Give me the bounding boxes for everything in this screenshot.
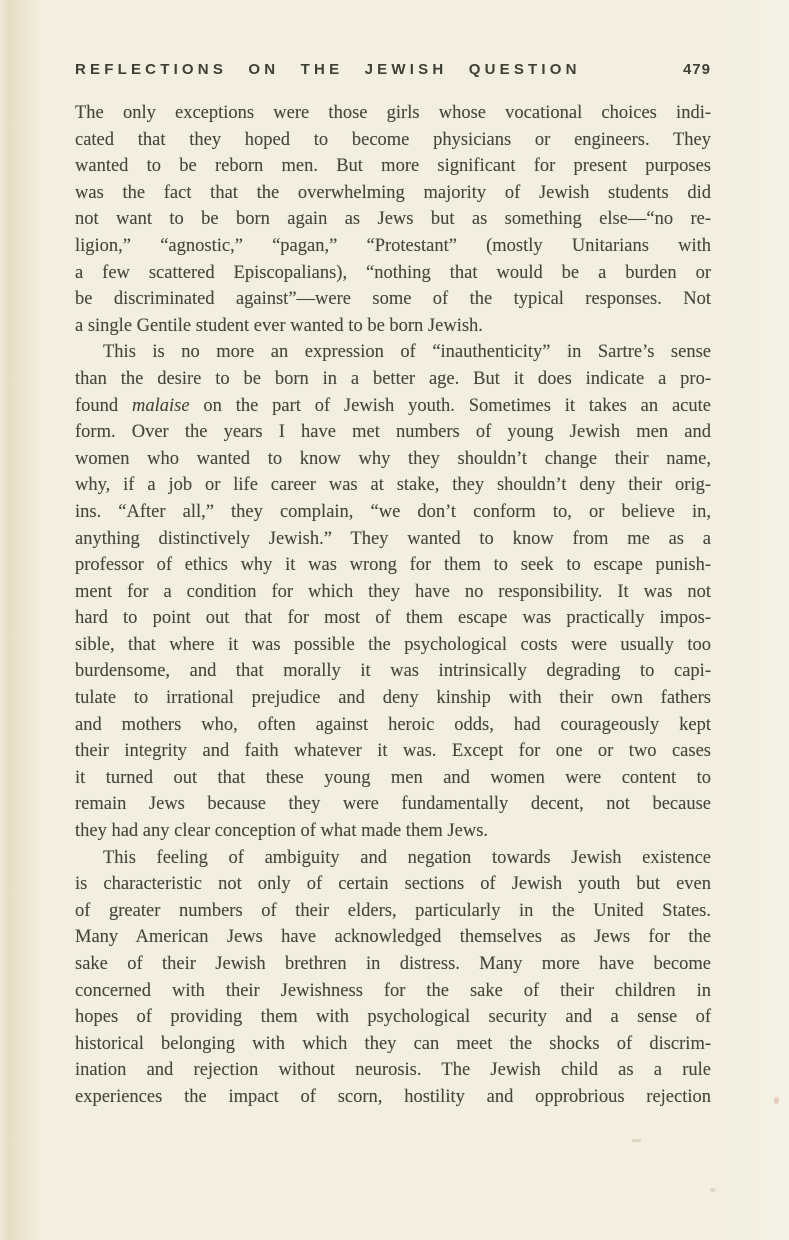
text-line: ligion,” “agnostic,” “pagan,” “Protestant” (mostly Unitarians with xyxy=(75,235,711,256)
text-line: experiences the impact of scorn, hostility and opprobrious rejection xyxy=(75,1086,711,1107)
text-line: women who wanted to know why they shouldn’t change their name, xyxy=(75,448,711,469)
text-line: This is no more an expression of “inauthenticity” in Sartre’s sense xyxy=(103,342,711,363)
text-line: tulate to irrational prejudice and deny kinship with their own fathers xyxy=(75,688,711,709)
text-line: hopes of providing them with psychological security and a sense of xyxy=(75,1007,711,1028)
text-line: ment for a condition for which they have no responsibility. It was not xyxy=(75,581,711,602)
text-line: why, if a job or life career was at stake, they shouldn’t deny their orig- xyxy=(75,475,711,496)
text-line: their integrity and faith whatever it was. Except for one or two cases xyxy=(75,741,711,762)
text-line: sible, that where it was possible the psychological costs were usually too xyxy=(75,634,711,655)
text-line: they had any clear conception of what made them Jews. xyxy=(75,821,489,842)
running-header xyxy=(75,61,711,78)
text-line: a few scattered Episcopalians), “nothing that would be a burden or xyxy=(75,262,711,283)
text-line: burdensome, and that morally it was intrinsically degrading to capi- xyxy=(75,661,711,682)
text-line: not want to be born again as Jews but as something else—“no re- xyxy=(75,209,711,230)
running-header-title: REFLECTIONS ON THE JEWISH QUESTION xyxy=(75,61,581,78)
text-line: ination and rejection without neurosis. The Jewish child as a rule xyxy=(75,1060,711,1081)
text-line: of greater numbers of their elders, particularly in the United States. xyxy=(75,900,711,921)
page-number: 479 xyxy=(682,61,711,78)
text-line: professor of ethics why it was wrong for them to seek to escape punish- xyxy=(75,555,711,576)
text-line: and mothers who, often against heroic odds, had courageously kept xyxy=(75,714,711,735)
scan-speck xyxy=(774,1097,779,1104)
scan-speck xyxy=(632,1139,641,1142)
text-line: ins. “After all,” they complain, “we don’t conform to, or believe in, xyxy=(75,501,711,522)
text-line: was the fact that the overwhelming majority of Jewish students did xyxy=(75,182,711,203)
text-line: anything distinctively Jewish.” They wanted to know from me as a xyxy=(75,528,711,549)
text-line: a single Gentile student ever wanted to be born Jewish. xyxy=(75,315,483,336)
text-line: This feeling of ambiguity and negation towards Jewish existence xyxy=(103,847,711,868)
text-line: The only exceptions were those girls whose vocational choices indi- xyxy=(75,103,711,123)
text-line: remain Jews because they were fundamentally decent, not because xyxy=(75,794,711,815)
page-body xyxy=(75,100,711,1111)
text-line: sake of their Jewish brethren in distress. Many more have become xyxy=(75,954,711,974)
text-line: form. Over the years I have met numbers of young Jewish men and xyxy=(75,422,711,443)
text-line: wanted to be reborn men. But more significant for present purposes xyxy=(75,156,711,177)
text-line: Many American Jews have acknowledged themselves as Jews for the xyxy=(75,927,711,948)
text-line: is characteristic not only of certain sections of Jewish youth but even xyxy=(75,874,711,895)
text-line: found malaise on the part of Jewish youth. Sometimes it takes an acute xyxy=(75,395,711,416)
text-line: hard to point out that for most of them escape was practically impos- xyxy=(75,608,711,629)
text-line: cated that they hoped to become physicians or engineers. They xyxy=(75,129,711,150)
scan-speck xyxy=(710,1188,716,1192)
text-line: it turned out that these young men and women were content to xyxy=(75,767,711,788)
text-line: historical belonging with which they can meet the shocks of discrim- xyxy=(75,1033,711,1054)
text-line: be discriminated against”—were some of the typical responses. Not xyxy=(75,289,711,310)
text-line: than the desire to be born in a better age. But it does indicate a pro- xyxy=(75,368,711,389)
text-line: concerned with their Jewishness for the sake of their children in xyxy=(75,980,711,1001)
